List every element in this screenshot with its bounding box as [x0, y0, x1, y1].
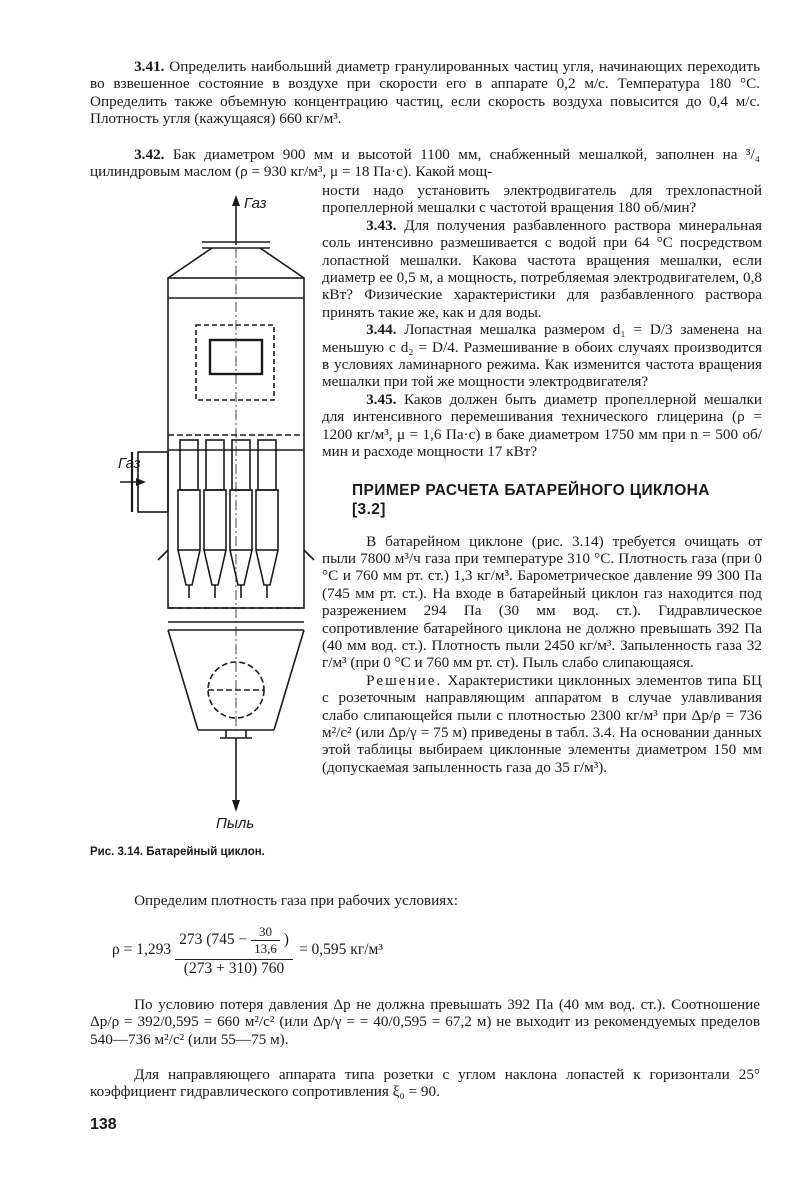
example-solution [322, 672, 762, 776]
formula-rhs: = 0,595 кг/м³ [298, 941, 383, 958]
problem-text: Бак диаметром 900 мм и высотой 1100 мм, снабженный мешалкой, заполнен на ³/₄ цилиндровым маслом (ρ = 930 кг/м³, μ = 18 Па·с). Какой мощ- [90, 146, 760, 181]
problem-3-43 [322, 217, 762, 321]
problem-3-42-continued [322, 182, 762, 217]
problem-3-44 [322, 321, 762, 391]
solution-label: Решение. [366, 671, 443, 689]
density-formula: ρ = 1,293 273 (745 − $\frac{30}{13,6}$ ) (273 + 310) 760 = 0,595 кг/м³ [112, 924, 383, 977]
label-gas-top: Газ [244, 195, 267, 212]
pressure-paragraph: По условию потеря давления Δp не должна превышать 392 Па (40 мм вод. ст.). Соотношение Δp/ρ = 392/0,595 = 660 м²/с² (или Δp/γ = = 40/0,595 = 67,2 м) не выходит из рекомендуемых пределов 540—736 м²/с² (или 55—75 м). [90, 996, 760, 1048]
solution-text: Характеристики циклонных элементов типа БЦ с розеточным направляющим аппаратом в случае улавливания слабо слипающейся пыли с плотностью 2300 кг/м³ при Δp/ρ = 736 м²/с² (или Δp/γ = 75 м) приведены в табл. 3.4. На основании данных этой таблицы выбираем циклонные элементы диаметром 150 мм (допускаемая запыленность газа до 35 г/м³). [322, 671, 762, 776]
problem-number: 3.42. [134, 146, 165, 163]
problem-text: Для получения разбавленного раствора минеральная соль интенсивно размешивается с водой при 64 °C посредством лопастной мешалки. Какова частота вращения мешалки, если диаметр ее 0,5 м, а мощность, потребляемая электродвигателем, 0,8 кВт? Физические характеристики для разбавленного раствора принять такие же, как и для воды. [322, 216, 762, 321]
section-heading [352, 481, 762, 519]
battery-cyclone-figure [118, 190, 318, 830]
density-line: Определим плотность газа при рабочих условиях: [134, 892, 459, 909]
problem-text: ности надо установить электродвигатель для трехлопастной пропеллерной мешалки с частотой вращения 180 об/мин? [322, 182, 762, 217]
formula-lhs: ρ = 1,293 [112, 941, 172, 958]
page-number: 138 [90, 1116, 117, 1133]
problem-3-42 [90, 146, 760, 181]
label-dust: Пыль [216, 815, 255, 830]
formula-denominator: (273 + 310) 760 [183, 960, 285, 977]
problem-number: 3.44. [366, 321, 397, 339]
problem-text: Определить наибольший диаметр гранулированных частиц угля, начинающих переходить во взвешенное состояние в воздухе при скорости его в аппарате 0,2 м/с. Температура 180 °C. Определить также объемную концентрацию частиц, если скорость воздуха повысится до 0,4 м/с. Плотность угля (кажущаяся) 660 кг/м³. [90, 58, 761, 128]
problem-number: 3.45. [366, 390, 397, 408]
problem-text: Лопастная мешалка размером d₁ = D/3 заменена на меньшую с d₂ = D/4. Размешивание в обоих случаях производится в условиях ламинарного режима. Как изменится частота вращения мешалки при той же мощности электродвигателя? [322, 321, 762, 391]
label-gas-inlet: Газ [118, 455, 141, 472]
problem-3-41 [90, 58, 760, 128]
problem-number: 3.43. [366, 216, 397, 234]
section-title: ПРИМЕР РАСЧЕТА БАТАРЕЙНОГО ЦИКЛОНА [352, 481, 710, 499]
cyclone-elements [178, 440, 278, 598]
right-column-problems [322, 182, 762, 776]
guide-paragraph: Для направляющего аппарата типа розетки с углом наклона лопастей к горизонтали 25° коэффициент гидравлического сопротивления ξ₀ = 90. [90, 1066, 760, 1101]
section-ref: [3.2] [352, 500, 386, 518]
problem-3-45 [322, 391, 762, 461]
problem-number: 3.41. [134, 58, 165, 75]
figure-caption: Рис. 3.14. Батарейный циклон. [90, 846, 265, 858]
example-intro: В батарейном циклоне (рис. 3.14) требуется очищать от пыли 7800 м³/ч газа при температуре 310 °C. Плотность газа (при 0 °C и 760 мм рт. ст.) 1,3 кг/м³. Барометрическое давление 99 300 Па (745 мм рт. ст.). На входе в батарейный циклон газ находится под разрежением 294 Па (30 мм вод. ст.). Гидравлическое сопротивление батарейного циклона не должно превышать 392 Па (40 мм вод. ст.). Плотность пыли 2450 кг/м³. Запыленность газа 32 г/м³ (при 0 °C и 760 мм рт. ст). Пыль слабо слипающаяся. [322, 532, 762, 672]
problem-text: Каков должен быть диаметр пропеллерной мешалки для интенсивного перемешивания технического глицерина (ρ = 1200 кг/м³, μ = 1,6 Па·с) в баке диаметром 1750 мм при n = 500 об/мин и расходе мощности 17 кВт? [322, 390, 763, 461]
